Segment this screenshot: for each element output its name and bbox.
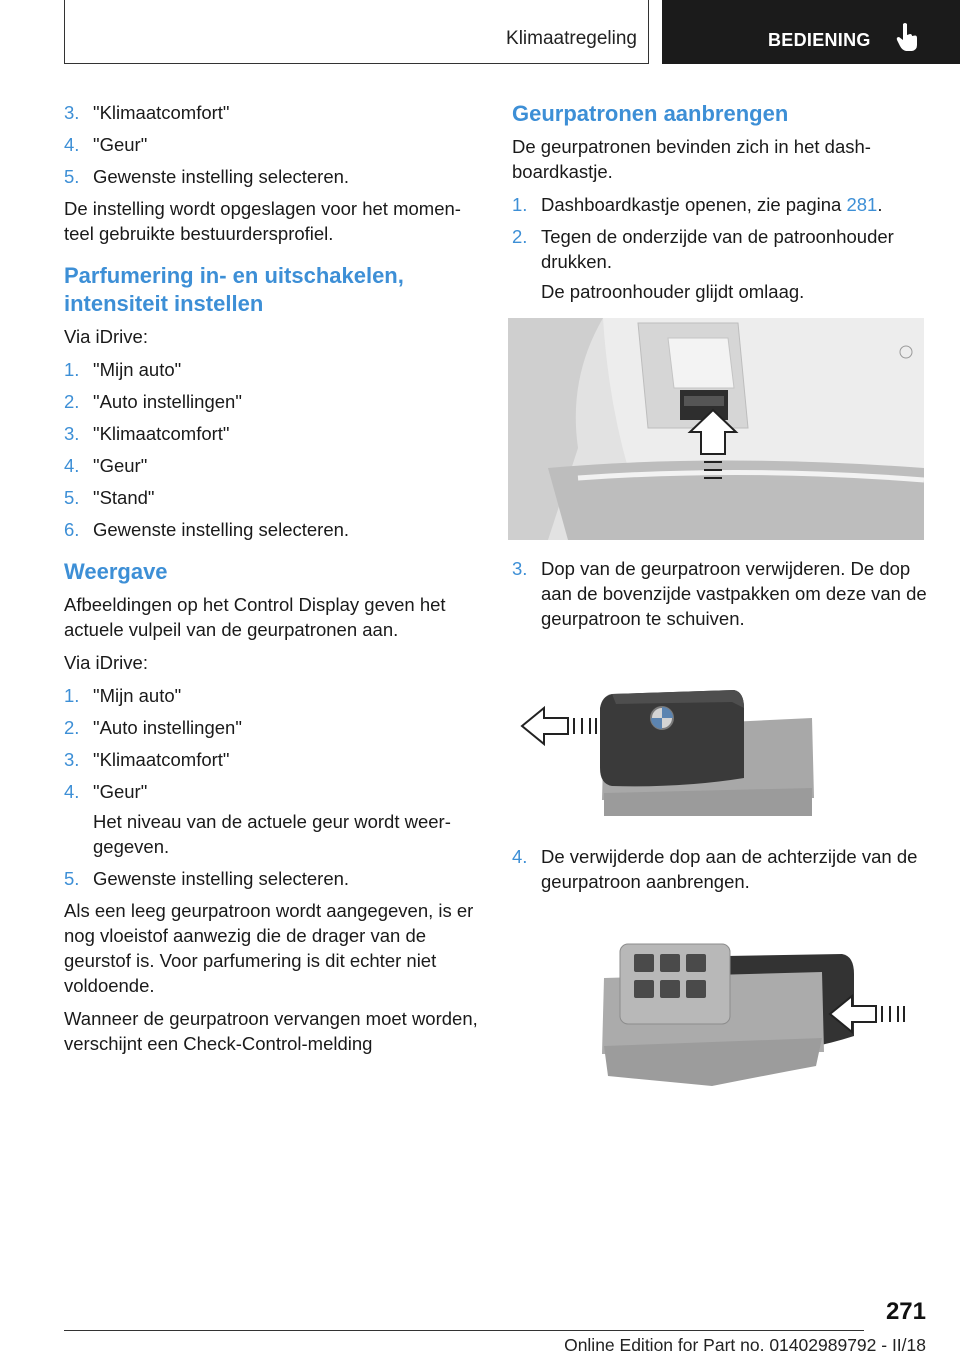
list-text: "Geur"	[93, 781, 148, 802]
list-number: 6.	[64, 519, 80, 540]
list-text: "Klimaatcomfort"	[93, 423, 230, 444]
pointing-hand-icon	[896, 22, 920, 57]
attach-cap-illustration	[512, 926, 928, 1126]
header-chapter-tab	[662, 0, 960, 64]
paragraph: De geurpatronen bevinden zich in het dashboardkastje.	[512, 136, 871, 182]
right-column	[512, 100, 928, 1126]
list-text	[541, 192, 928, 217]
list-number: 1.	[512, 194, 528, 215]
list-subtext: Het niveau van de actuele geur wordt weergegeven.	[93, 811, 451, 857]
list-number: 5.	[64, 868, 80, 889]
remove-cap-illustration	[512, 638, 928, 838]
left-column	[64, 100, 482, 1064]
list-number: 2.	[512, 226, 528, 247]
list-number: 1.	[64, 359, 80, 380]
list-number: 3.	[64, 749, 80, 770]
list-item	[64, 132, 482, 157]
list-item	[64, 453, 482, 478]
footer-divider	[64, 1330, 864, 1331]
list-number: 3.	[512, 558, 528, 579]
via-idrive-label: Via iDrive:	[64, 652, 148, 673]
list-item	[512, 224, 928, 274]
list-item	[512, 192, 928, 217]
list-item	[64, 421, 482, 446]
list-number: 2.	[64, 717, 80, 738]
footer-edition: Online Edition for Part no. 01402989792 - II/18	[564, 1335, 926, 1355]
list-number: 1.	[64, 685, 80, 706]
list-number: 2.	[64, 391, 80, 412]
list-item	[64, 715, 482, 740]
list-number: 4.	[512, 846, 528, 867]
paragraph: Als een leeg geurpatroon wordt aangegeven, is er nog vloeistof aanwezig die de drager van de geurstof is. Voor parfumering is dit echter niet voldoende.	[64, 900, 474, 996]
list-item	[64, 683, 482, 708]
header-section-title: Klimaatregeling	[506, 28, 637, 49]
paragraph: De instelling wordt opgeslagen voor het momenteel gebruikte bestuurdersprofiel.	[64, 198, 461, 244]
list-item	[64, 164, 482, 189]
list-subtext: De patroonhouder glijdt omlaag.	[541, 281, 805, 302]
step-end: .	[877, 194, 883, 215]
list-number: 4.	[64, 455, 80, 476]
list-item	[64, 747, 482, 772]
list-item	[64, 779, 482, 804]
list-number: 5.	[64, 487, 80, 508]
heading-parfumering: Parfumering in- en uitschakelen, intensiteit instellen	[64, 263, 404, 316]
list-text: "Auto instellingen"	[93, 391, 242, 412]
list-text: Tegen de onderzijde van de patroonhouder drukken.	[541, 226, 894, 272]
list-item	[64, 517, 482, 542]
list-text: Dop van de geurpatroon verwijderen. De dop aan de bovenzijde vastpakken om deze van de geurpatroon te schuiven.	[541, 558, 927, 629]
via-idrive-label: Via iDrive:	[64, 326, 148, 347]
list-text: Gewenste instelling selecteren.	[93, 868, 350, 889]
list-text: Gewenste instelling selecteren.	[93, 519, 350, 540]
paragraph: Wanneer de geurpatroon vervangen moet worden, verschijnt een Check-Control-melding	[64, 1008, 478, 1054]
chapter-label: BEDIENING	[768, 30, 871, 50]
list-text: "Auto instellingen"	[93, 717, 242, 738]
list-text: "Stand"	[93, 487, 155, 508]
list-text: "Geur"	[93, 455, 148, 476]
list-item	[64, 485, 482, 510]
list-text: "Mijn auto"	[93, 359, 182, 380]
list-item	[512, 844, 928, 894]
list-item	[64, 866, 482, 891]
list-text: De verwijderde dop aan de achterzijde van de geurpatroon aanbrengen.	[541, 846, 918, 892]
list-number: 4.	[64, 781, 80, 802]
list-item	[64, 389, 482, 414]
page-link[interactable]: 281	[846, 194, 878, 215]
list-text: "Mijn auto"	[93, 685, 182, 706]
page-number: 271	[885, 1298, 926, 1325]
list-text: Gewenste instelling selecteren.	[93, 166, 350, 187]
list-number: 5.	[64, 166, 80, 187]
heading-weergave: Weergave	[64, 559, 168, 584]
list-number: 3.	[64, 423, 80, 444]
list-number: 4.	[64, 134, 80, 155]
list-text: "Klimaatcomfort"	[93, 102, 230, 123]
list-text: "Klimaatcomfort"	[93, 749, 230, 770]
glovebox-illustration	[508, 318, 924, 540]
heading-aanbrengen: Geurpatronen aanbrengen	[512, 101, 789, 126]
list-text: "Geur"	[93, 134, 148, 155]
list-item	[64, 100, 482, 125]
paragraph: Afbeeldingen op het Control Display geven het actuele vulpeil van de geurpatronen aan.	[64, 594, 446, 640]
list-item	[512, 556, 928, 631]
list-item	[64, 357, 482, 382]
list-number: 3.	[64, 102, 80, 123]
step-text: Dashboardkastje openen, zie pagina	[541, 194, 842, 215]
